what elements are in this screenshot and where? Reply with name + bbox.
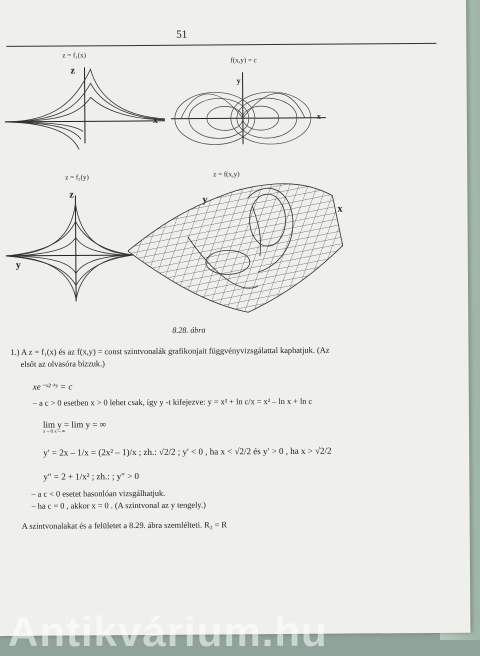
figure-f1-curves: [4, 61, 170, 152]
axis-label-x: x: [152, 114, 158, 126]
equation-level-curve: xe⁻ˣ²⁺ʸ = c: [32, 381, 73, 392]
watermark: Antikvárium.hu: [8, 608, 328, 655]
figure-surface-mesh: [127, 176, 353, 318]
equation-limits: lim y = lim y = ∞: [42, 419, 107, 430]
equation-derivative: y′ = 2x – 1/x = (2x² – 1)/x ; zh.: √2/2 ; y′ < 0 , ha x < √2/2 és y′ > 0 , ha x > √2/2: [43, 445, 332, 458]
axis-label-x-top: x: [316, 111, 321, 121]
body-line-4: – a c < 0 esetet hasonlóan vizsgálhatjuk.: [31, 488, 166, 499]
figure-caption: 8.28. ábra: [172, 325, 206, 335]
equation-second-derivative: y″ = 2 + 1/x² ; zh.: ; y″ > 0: [43, 470, 140, 482]
equation-limits-subscript: x→0 x→∞: [43, 429, 66, 435]
header-rule: [6, 43, 436, 47]
figure-level-curves: [170, 66, 331, 147]
axis-label-z-bottom: z: [69, 189, 74, 201]
axis-label-y-bottom: y: [15, 259, 21, 271]
body-line-1: 1.) A z = f₁(x) és az f(x,y) = const szintvonalák grafikonjait függvényvizsgálattal kaphatjuk. (Az: [10, 345, 330, 357]
body-line-3: – a c > 0 esetben x > 0 lehet csak, így y -t kifejezve: y = x² + ln c/x = x² – ln x + ln c: [32, 396, 313, 408]
body-line-5: – ha c = 0 , akkor x = 0 . (A szintvonal az y tengely.): [31, 500, 206, 511]
axis-label-y-surface: y: [202, 194, 208, 206]
axis-label-x-surface: x: [337, 203, 343, 215]
page-number: 51: [176, 28, 188, 41]
caption-bottom-right: z = f(x,y): [213, 170, 240, 179]
axis-label-y-top: y: [236, 76, 241, 86]
axis-label-z: z: [70, 65, 76, 77]
caption-bottom-left: z = f₂(y): [65, 173, 89, 182]
figure-f2-curves: [5, 193, 136, 304]
body-line-6: A szintvonalakat és a felületet a 8.29. ábra szemlélteti. R₂ = R: [21, 520, 227, 531]
caption-top-right: f(x,y) = c: [230, 56, 257, 65]
caption-top-left: z = f₁(x): [62, 51, 86, 60]
body-line-2: elsőt az olvasóra bízzuk.): [20, 359, 105, 369]
